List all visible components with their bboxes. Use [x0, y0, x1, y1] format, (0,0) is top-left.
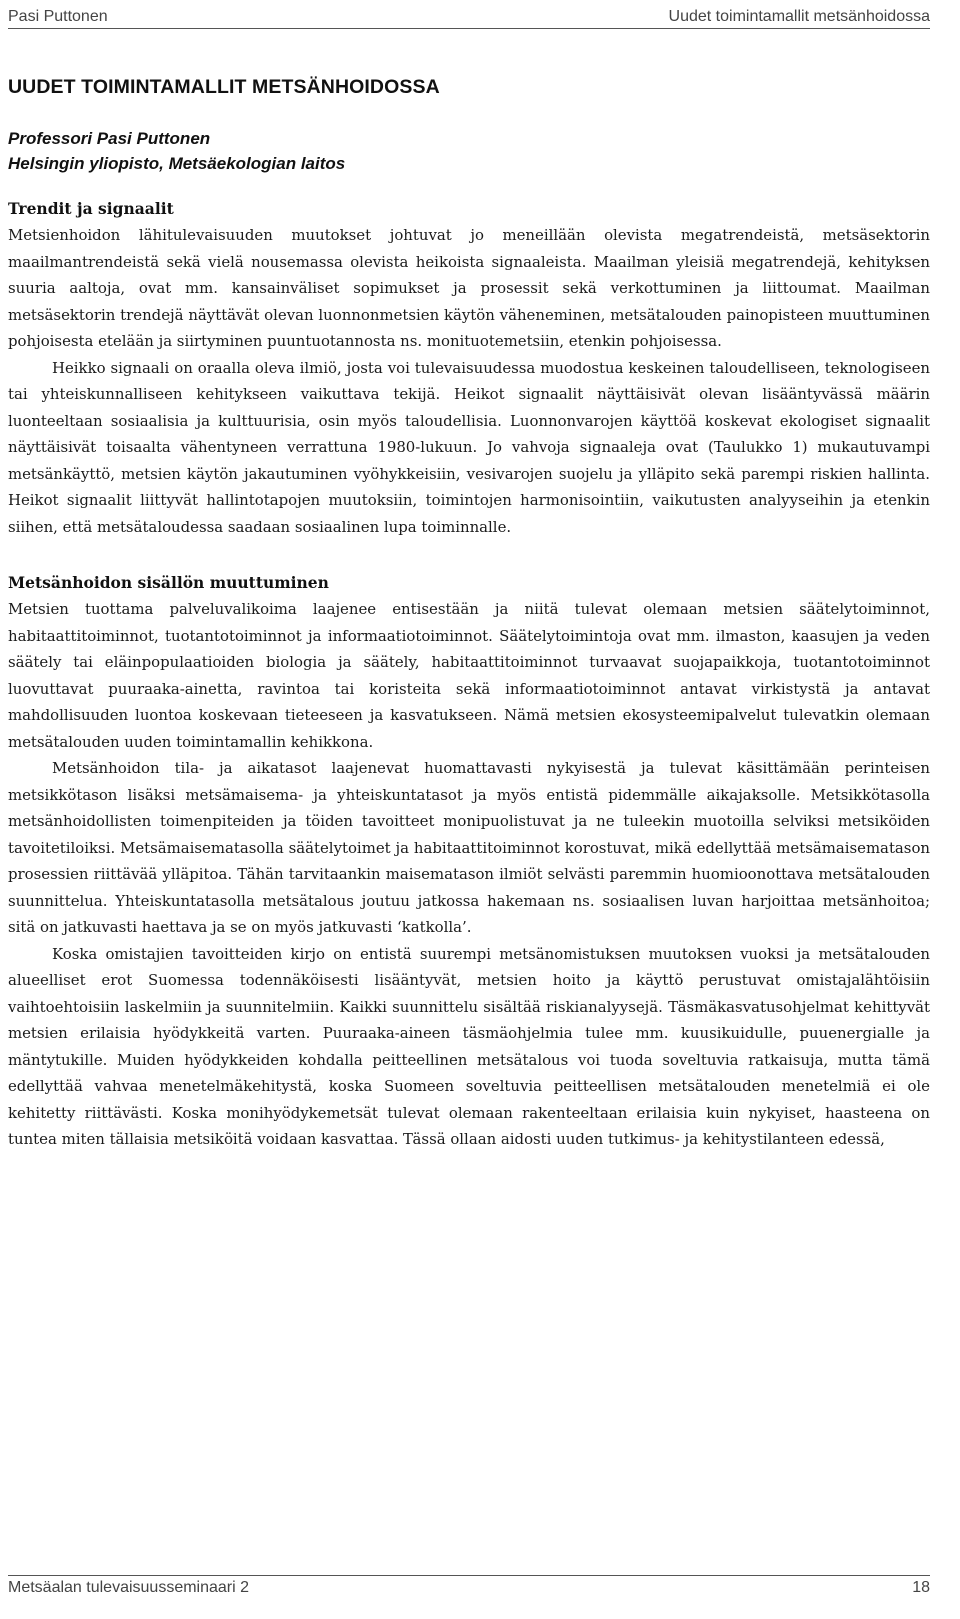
document-title: UUDET TOIMINTAMALLIT METSÄNHOIDOSSA [8, 76, 440, 98]
paragraph: Metsänhoidon tila- ja aikatasot laajenevat huomattavasti nykyisestä ja tulevat käsittämään perinteisen metsikkötason lisäksi metsämaisema- ja yhteiskuntatasot ja myös entistä pidemmälle aikajaksolle. Metsikkötasolla metsänhoidollisten toimenpiteiden ja töiden tavoitteet monipuolistuvat ja ne tuleekin muotoilla selviksi metsiköiden tavoitetiloiksi. Metsämaisematasolla säätelytoimet ja habitaattitoiminnot korostuvat, mikä edellyttää metsämaisematason prosessien riittävää ylläpitoa. Tähän tarvitaankin maisematason ilmiöt selvästi paremmin huomioonottava metsätalouden suunnittelua. Yhteiskuntatasolla metsätalous joutuu jatkossa hakemaan ns. sosiaalisen luvan harjoittaa metsänhoitoa; sitä on jatkuvasti haettava ja se on myös jatkuvasti ‘katkolla’. [8, 759, 930, 936]
running-header [8, 0, 930, 29]
page-number: 18 [912, 1579, 930, 1596]
author-affiliation: Helsingin yliopisto, Metsäekologian laitos [8, 154, 346, 173]
paragraph: Metsien tuottama palveluvalikoima laajenee entisestään ja niitä tulevat olemaan metsien säätelytoiminnot, habitaattitoiminnot, tuotantotoiminnot ja informaatiotoiminnot. Säätelytoimintoja ovat mm. ilmaston, kaasujen ja veden säätely tai eläinpopulaatioiden biologia ja säätely, habitaattitoiminnot turvaavat suojapaikkoja, tuotantotoiminnot luovuttavat puuraaka-ainetta, ravintoa tai koristeita sekä informaatiotoiminnot antavat virkistystä ja antavat mahdollisuuden luontoa koskevaan tieteeseen ja kasvatukseen. Nämä metsien ekosysteemipalvelut tulevatkin olemaan metsätalouden uuden toimintamallin kehikkona. [8, 600, 930, 751]
section-heading: Metsänhoidon sisällön muuttuminen [8, 573, 329, 592]
section-spacer [8, 540, 930, 570]
article-body [8, 76, 930, 1153]
paragraph: Metsienhoidon lähitulevaisuuden muutokset johtuvat jo meneillään olevista megatrendeistä, metsäsektorin maailmantrendeistä sekä vielä nousemassa olevista heikoista signaaleista. Maailman yleisiä megatrendejä, kehityksen suuria aaltoja, ovat mm. kansainväliset sopimukset ja prosessit sekä verkottuminen ja liittoumat. Maailman metsäsektorin trendejä näyttävät olevan luonnonmetsien käytön väheneminen, metsätalouden painopisteen muuttuminen pohjoisesta etelään ja siirtyminen puuntuotannosta ns. monituotemetsiin, etenkin pohjoisessa. [8, 226, 930, 350]
section-content-change [8, 570, 930, 1153]
header-title: Uudet toimintamallit metsänhoidossa [668, 8, 930, 25]
paragraph: Koska omistajien tavoitteiden kirjo on entistä suurempi metsänomistuksen muutoksen vuoksi ja metsätalouden alueelliset erot Suomessa todennäköisesti lisääntyvät, metsien hoito ja käyttö perustuvat omistajalähtöisiin vaihtoehtoisiin laskelmiin ja suunnitelmiin. Kaikki suunnittelu sisältää riskianalyysejä. Täsmäkasvatusohjelmat kehittyvät metsien erilaisia hyödykkeitä varten. Puuraaka-aineen täsmäohjelmia tulee mm. kuusikuidulle, puuenergialle ja mäntytukille. Muiden hyödykkeiden kohdalla peitteellinen metsätalous voi tuoda soveltuvia ratkaisuja, mutta tämä edellyttää vahvaa menetelmäkehitystä, koska Suomeen soveltuvia peitteellisen metsätalouden menetelmiä ei ole kehitetty riittävästi. Koska monihyödykemetsät tulevat olemaan rakenteeltaan erilaisia kuin nykyiset, haasteena on tuntea miten tällaisia metsiköitä voidaan kasvattaa. Tässä ollaan aidosti uuden tutkimus- ja kehitystilanteen edessä, [8, 944, 930, 1148]
section-trends [8, 196, 930, 540]
section-heading: Trendit ja signaalit [8, 199, 174, 218]
author-block [8, 126, 930, 176]
author-name: Professori Pasi Puttonen [8, 129, 211, 148]
footer-publication: Metsäalan tulevaisuusseminaari 2 [8, 1579, 250, 1596]
running-footer [8, 1575, 930, 1605]
paragraph: Heikko signaali on oraalla oleva ilmiö, josta voi tulevaisuudessa muodostua keskeinen taloudelliseen, teknologiseen tai yhteiskunnalliseen kehitykseen vaikuttava tekijä. Heikot signaalit näyttäisivät olevan lisääntyvässä määrin luonteeltaan sosiaalisia ja kulttuurisia, osin myös taloudellisia. Luonnonvarojen käyttöä koskevat ekologiset signaalit näyttäisivät toisaalta vähentyneen verrattuna 1980-lukuun. Jo vahvoja signaaleja ovat (Taulukko 1) mukautuvampi metsänkäyttö, metsien käytön jakautuminen vyöhykkeisiin, vesivarojen suojelu ja ylläpito sekä parempi riskien hallinta. Heikot signaalit liittyvät hallintotapojen muutoksiin, toimintojen harmonisointiin, vaikutusten analyyseihin ja etenkin siihen, että metsätaloudessa saadaan sosiaalinen lupa toiminnalle. [8, 358, 930, 536]
header-author: Pasi Puttonen [8, 8, 108, 25]
